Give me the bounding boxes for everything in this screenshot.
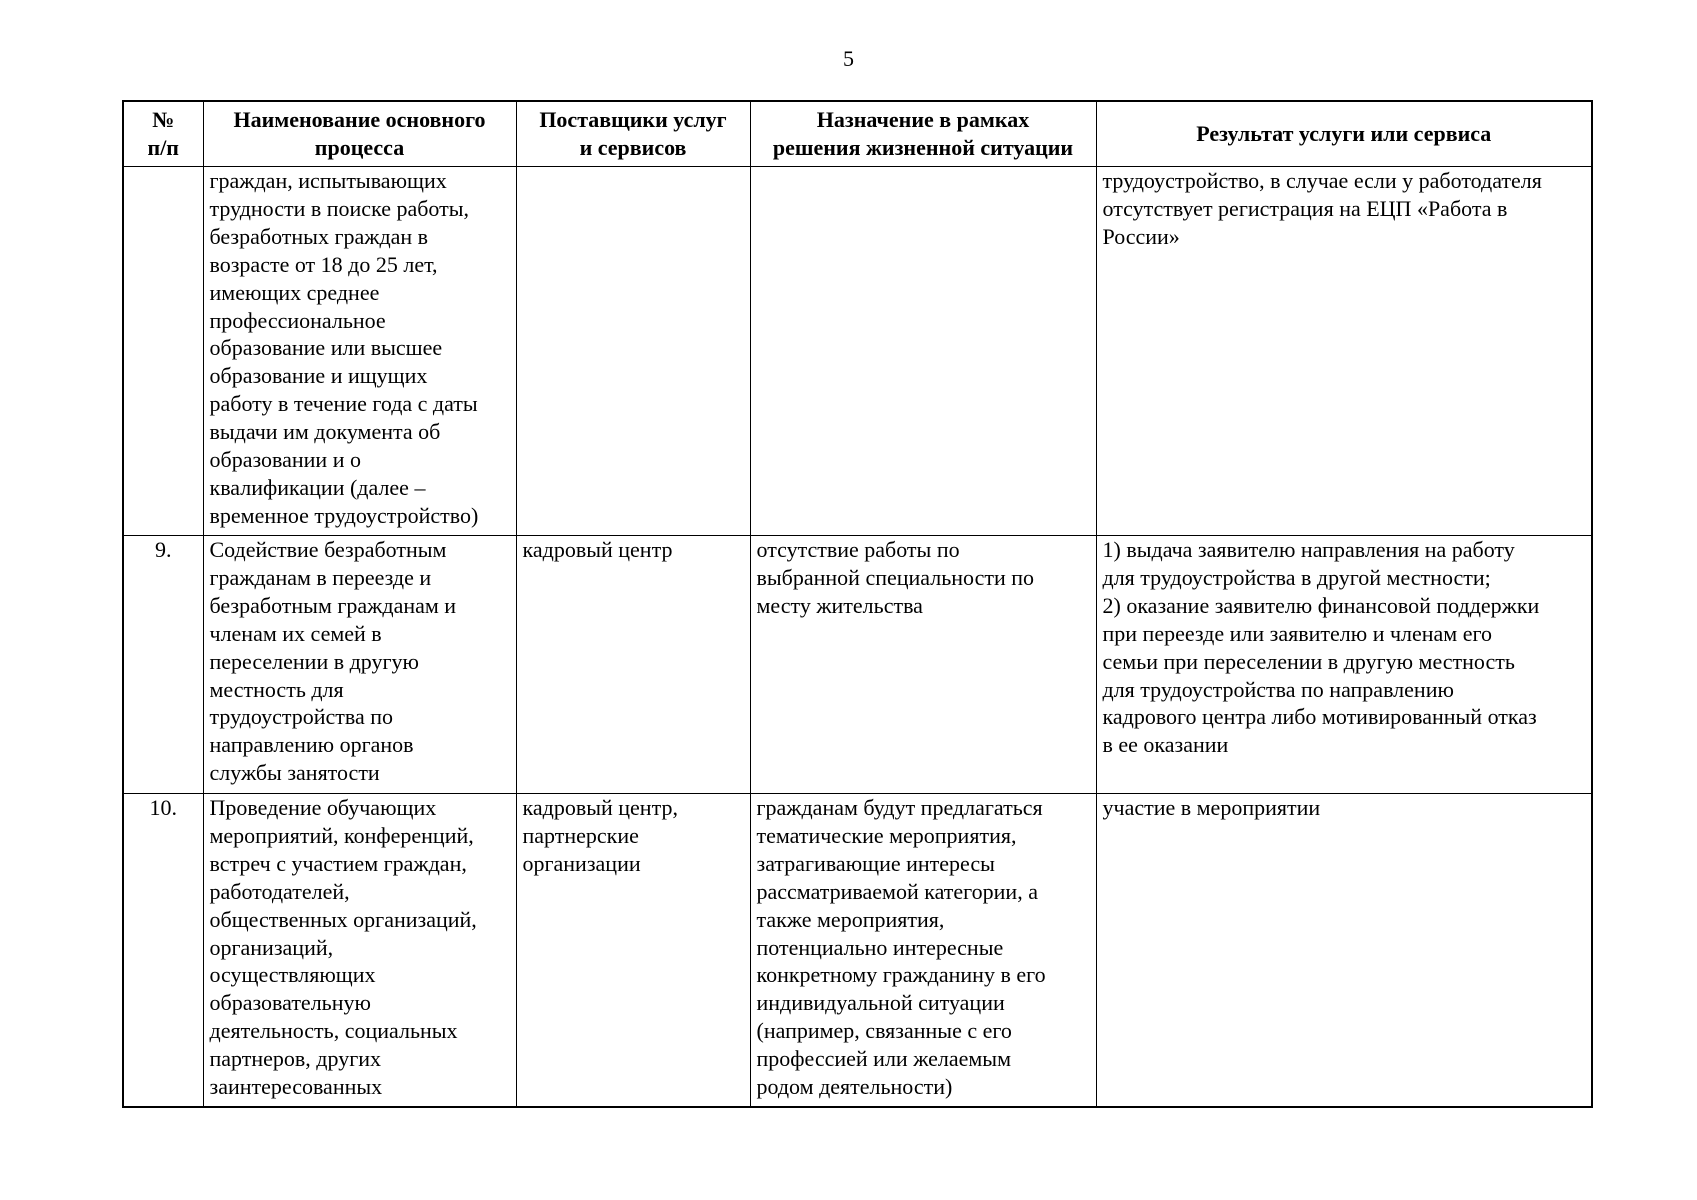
process-cell: Содействие безработным гражданам в переезде и безработным гражданам и членам их семей в переселении в другую местность для трудоустройства по направлению органов службы занятости bbox=[203, 536, 516, 794]
table-header-row bbox=[123, 101, 1592, 167]
row-number-cell: 10. bbox=[123, 794, 203, 1108]
process-cell: Проведение обучающих мероприятий, конференций, встреч с участием граждан, работодателей, общественных организаций, организаций, осуществляющих образовательную деятельность, социальных партнеров, других заинтересованных bbox=[203, 794, 516, 1108]
providers-cell bbox=[516, 167, 750, 536]
header-result: Результат услуги или сервиса bbox=[1096, 101, 1592, 167]
header-process: Наименование основного процесса bbox=[203, 101, 516, 167]
row-number-cell bbox=[123, 167, 203, 536]
page-number: 5 bbox=[843, 46, 854, 71]
table-row bbox=[123, 536, 1592, 794]
header-num: № п/п bbox=[123, 101, 203, 167]
purpose-cell: гражданам будут предлагаться тематические мероприятия, затрагивающие интересы рассматриваемой категории, а также мероприятия, потенциально интересные конкретному гражданину в его индивидуальной ситуации (например, связанные с его профессией или желаемым родом деятельности) bbox=[750, 794, 1096, 1108]
purpose-cell bbox=[750, 167, 1096, 536]
header-purpose: Назначение в рамках решения жизненной ситуации bbox=[750, 101, 1096, 167]
table-row bbox=[123, 167, 1592, 536]
table-row bbox=[123, 794, 1592, 1108]
services-table bbox=[122, 100, 1593, 1108]
row-number-cell: 9. bbox=[123, 536, 203, 794]
providers-cell: кадровый центр bbox=[516, 536, 750, 794]
process-cell: граждан, испытывающих трудности в поиске работы, безработных граждан в возрасте от 18 до 25 лет, имеющих среднее профессиональное образование или высшее образование и ищущих работу в течение года с даты выдачи им документа об образовании и о квалификации (далее – временное трудоустройство) bbox=[203, 167, 516, 536]
providers-cell: кадровый центр, партнерские организации bbox=[516, 794, 750, 1108]
purpose-cell: отсутствие работы по выбранной специальности по месту жительства bbox=[750, 536, 1096, 794]
header-providers: Поставщики услуг и сервисов bbox=[516, 101, 750, 167]
result-cell: участие в мероприятии bbox=[1096, 794, 1592, 1108]
result-cell: 1) выдача заявителю направления на работу для трудоустройства в другой местности; 2) оказание заявителю финансовой поддержки при переезде или заявителю и членам его семьи при переселении в другую местность для трудоустройства по направлению кадрового центра либо мотивированный отказ в ее оказании bbox=[1096, 536, 1592, 794]
result-cell: трудоустройство, в случае если у работодателя отсутствует регистрация на ЕЦП «Работа в России» bbox=[1096, 167, 1592, 536]
